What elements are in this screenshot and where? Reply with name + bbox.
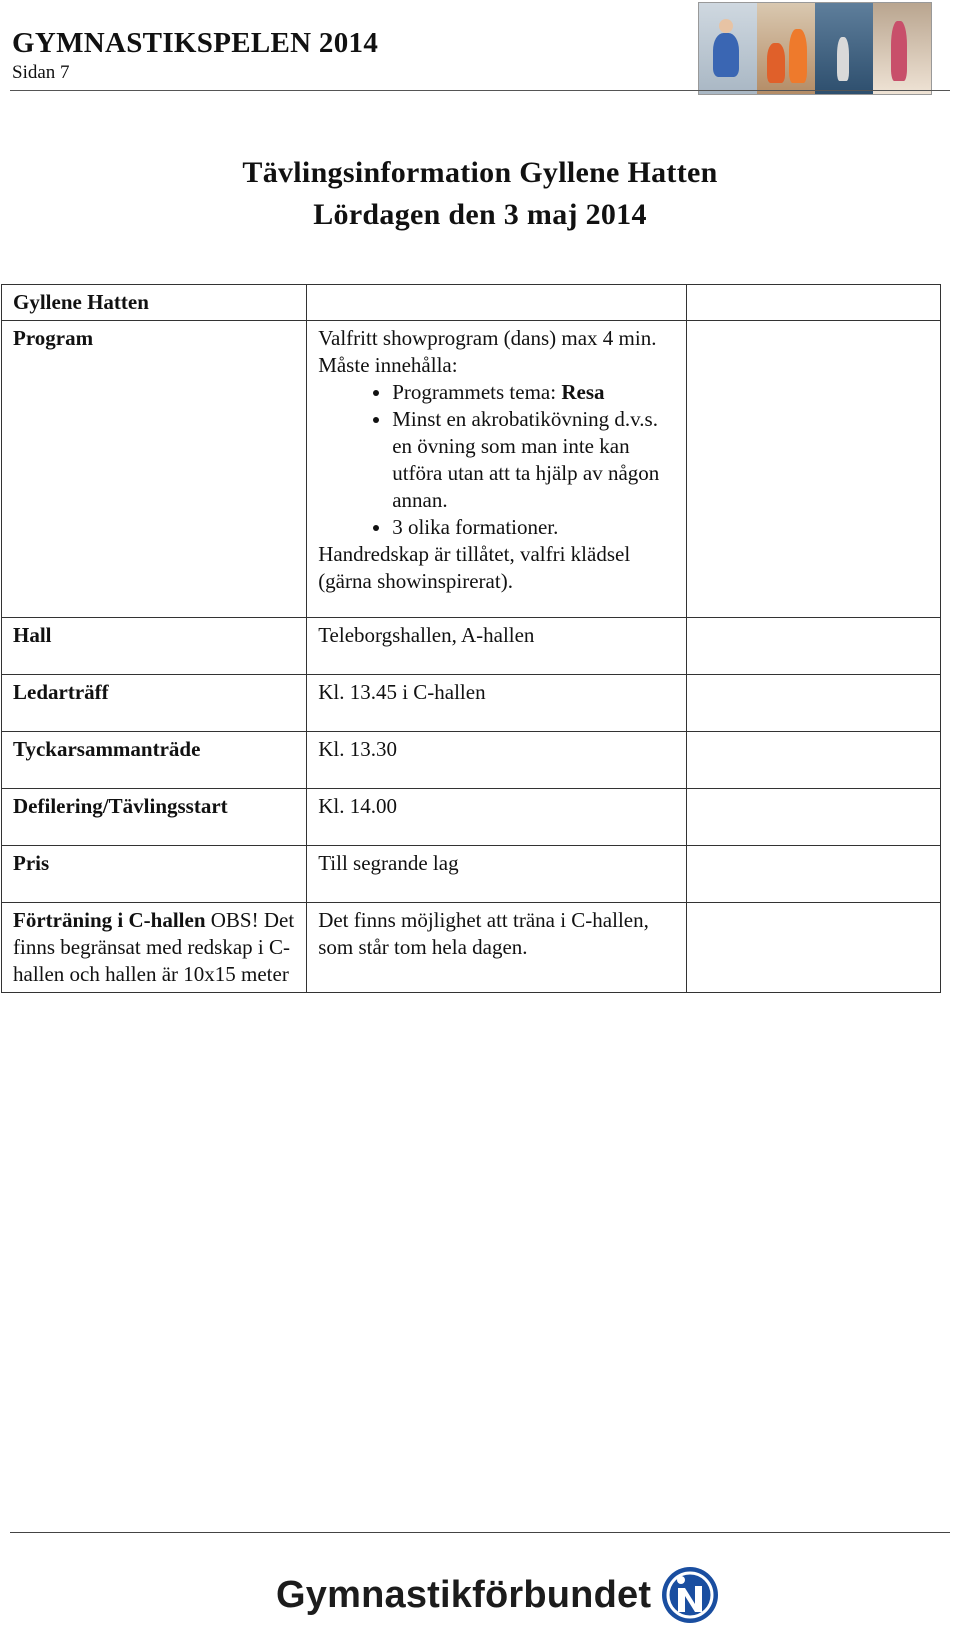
table-cell <box>687 618 941 675</box>
table-cell <box>687 846 941 903</box>
list-item: • 3 olika formationer. <box>392 514 674 541</box>
table-row <box>2 618 941 675</box>
table-row <box>2 321 941 618</box>
table-heading: Gyllene Hatten <box>2 285 307 321</box>
row-label-defilering: Defilering/Tävlingsstart <box>2 789 307 846</box>
row-label-tyckarsammantrade: Tyckarsammanträde <box>2 732 307 789</box>
table-cell <box>687 789 941 846</box>
row-value-tyckarsammantrade: Kl. 13.30 <box>307 732 687 789</box>
table-row <box>2 732 941 789</box>
title-line-1: Tävlingsinformation Gyllene Hatten <box>242 156 718 189</box>
row-value-fortraning: Det finns möjlighet att träna i C-hallen, som står tom hela dagen. <box>307 903 687 993</box>
footer-divider <box>10 1532 950 1533</box>
program-description <box>307 321 687 618</box>
table-cell <box>687 285 941 321</box>
gymnast-photo <box>815 3 873 94</box>
logo-mark-icon <box>661 1566 719 1624</box>
theme-value: Resa <box>561 380 605 404</box>
row-value-pris: Till segrande lag <box>307 846 687 903</box>
table-row <box>2 285 941 321</box>
fortraning-note: OBS! Det finns begränsat med redskap i C-hallen och hallen är 10x15 meter <box>13 908 295 986</box>
row-value-defilering: Kl. 14.00 <box>307 789 687 846</box>
page-header <box>12 26 378 84</box>
document-title <box>0 152 960 236</box>
logo-text: Gymnastikförbundet <box>276 1573 652 1616</box>
gymnast-photo <box>873 3 931 94</box>
table-cell <box>307 285 687 321</box>
row-label-pris: Pris <box>2 846 307 903</box>
title-line-2: Lördagen den 3 maj 2014 <box>313 198 647 231</box>
row-label-ledartraff: Ledarträff <box>2 675 307 732</box>
program-intro: Valfritt showprogram (dans) max 4 min. Måste innehålla: <box>318 326 657 377</box>
row-label-hall: Hall <box>2 618 307 675</box>
list-item: • Minst en akrobatikövning d.v.s. en övning som man inte kan utföra utan att ta hjälp av någon annan. <box>392 406 674 514</box>
list-item-text: Programmets tema: <box>392 380 562 404</box>
competition-info-table <box>1 284 941 993</box>
program-outro: Handredskap är tillåtet, valfri klädsel (gärna showinspirerat). <box>318 542 631 593</box>
row-value-ledartraff: Kl. 13.45 i C-hallen <box>307 675 687 732</box>
list-item <box>392 379 674 406</box>
table-cell <box>687 675 941 732</box>
gymnastikforbundet-logo <box>276 1566 719 1624</box>
row-value-hall: Teleborgshallen, A-hallen <box>307 618 687 675</box>
table-row <box>2 789 941 846</box>
table-cell <box>687 732 941 789</box>
table-cell <box>687 321 941 618</box>
row-label-fortraning <box>2 903 307 993</box>
header-divider <box>10 90 950 91</box>
table-row <box>2 903 941 993</box>
program-requirements-list <box>318 379 674 541</box>
gymnast-photo <box>699 3 757 94</box>
fortraning-label: Förträning i C-hallen <box>13 908 206 932</box>
header-photo-strip <box>698 2 932 95</box>
table-row <box>2 675 941 732</box>
page-number: Sidan 7 <box>12 62 70 83</box>
header-title: GYMNASTIKSPELEN 2014 <box>12 27 379 59</box>
row-label-program: Program <box>2 321 307 618</box>
gymnast-photo <box>757 3 815 94</box>
table-row <box>2 846 941 903</box>
table-cell <box>687 903 941 993</box>
